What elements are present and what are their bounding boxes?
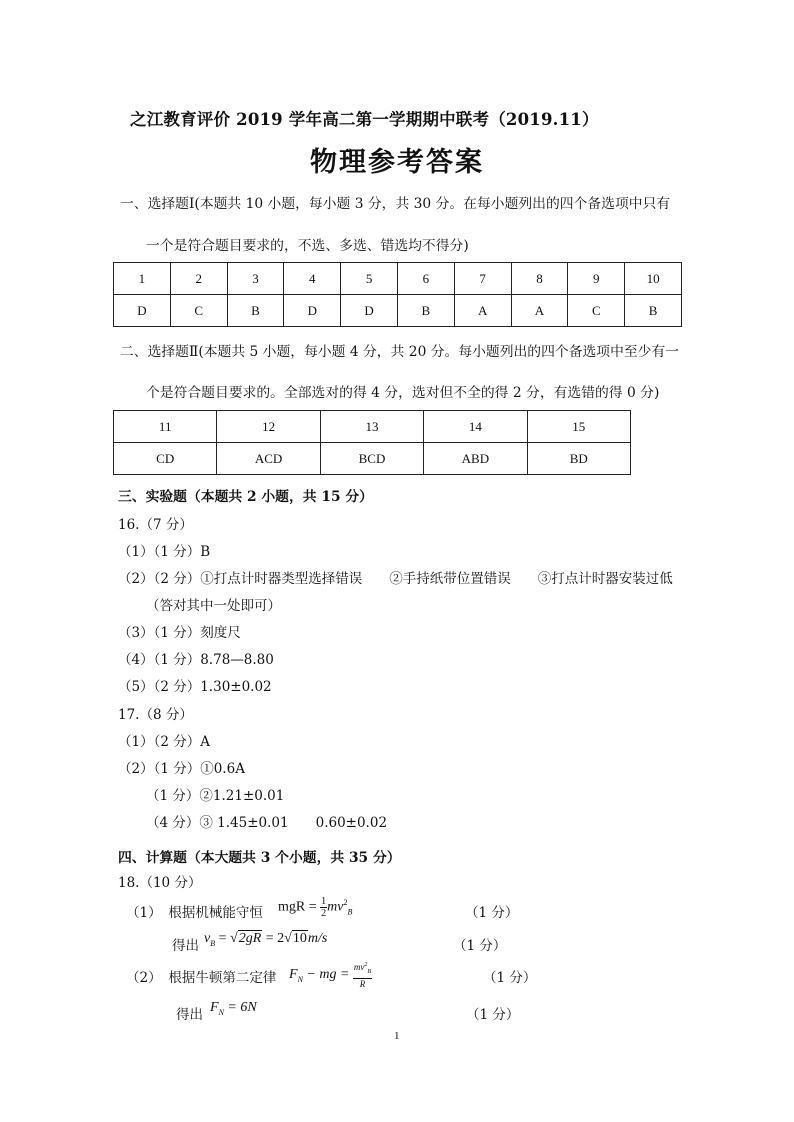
q18-step4-text: 得出 bbox=[176, 1007, 203, 1023]
q18-step1-equation: mgR = $\frac{1}{2}$ $mv^2_B$ bbox=[278, 896, 353, 919]
question-number-row bbox=[114, 263, 682, 295]
q18-step1-score: （1 分） bbox=[465, 905, 519, 921]
section1-instructions-line2: 一个是符合题目要求的，不选、多选、错选均不得分) bbox=[146, 238, 469, 254]
table-cell: BD bbox=[527, 443, 630, 475]
table-cell: C bbox=[568, 295, 625, 327]
q17-label: 17.（8 分） bbox=[118, 707, 193, 723]
table-cell: D bbox=[341, 295, 398, 327]
table-cell: 14 bbox=[424, 411, 527, 443]
q18-step4-score: （1 分） bbox=[466, 1007, 520, 1023]
q16-answer-2-note: （答对其中一处即可） bbox=[146, 598, 281, 614]
table-cell: B bbox=[227, 295, 284, 327]
section2-answer-table bbox=[113, 410, 631, 475]
table-cell: 5 bbox=[341, 263, 398, 295]
q18-step3-text: （2） 根据牛顿第二定律 bbox=[126, 970, 277, 986]
question-number-row bbox=[114, 411, 631, 443]
table-cell: 6 bbox=[397, 263, 454, 295]
unit: m/s bbox=[307, 931, 328, 946]
q16-answer-5: （5）（2 分）1.30±0.02 bbox=[118, 679, 272, 695]
table-cell: ACD bbox=[217, 443, 320, 475]
table-cell: 13 bbox=[320, 411, 423, 443]
page-title: 物理参考答案 bbox=[310, 147, 484, 178]
section1-answer-table bbox=[113, 262, 682, 327]
fraction-denominator: R bbox=[359, 978, 366, 989]
fraction-numerator: 1 bbox=[321, 896, 327, 907]
table-cell: B bbox=[397, 295, 454, 327]
equation-rhs: mv bbox=[327, 899, 344, 915]
section4-heading: 四、计算题（本大题共 3 个小题，共 35 分） bbox=[118, 850, 401, 866]
section2-instructions-line2: 个是符合题目要求的。全部选对的得 4 分，选对但不全的得 2 分，有选错的得 0 分) bbox=[146, 385, 660, 401]
q16-label: 16.（7 分） bbox=[118, 517, 193, 533]
table-cell: 10 bbox=[625, 263, 682, 295]
equation-rhs: = 6N bbox=[227, 1000, 257, 1015]
equation-mid: = 2 bbox=[265, 931, 285, 946]
equation-lhs: mgR = bbox=[278, 899, 317, 915]
table-cell: CD bbox=[114, 443, 217, 475]
table-cell: 9 bbox=[568, 263, 625, 295]
q18-step4-equation: $F_N = 6N$ bbox=[210, 1000, 257, 1017]
table-cell: ABD bbox=[424, 443, 527, 475]
q16-answer-4: （4）（1 分）8.78—8.80 bbox=[118, 652, 274, 668]
table-cell: A bbox=[454, 295, 511, 327]
q16-answer-3: （3）（1 分）刻度尺 bbox=[118, 625, 241, 641]
fraction bbox=[353, 960, 372, 990]
sqrt-term: 2gR bbox=[238, 931, 262, 946]
section2-instructions-line1: 二、选择题Ⅱ(本题共 5 小题，每小题 4 分，共 20 分。每小题列出的四个备选项中至少有一 bbox=[120, 344, 680, 360]
table-cell: 11 bbox=[114, 411, 217, 443]
q17-answer-1: （1）（2 分）A bbox=[118, 734, 210, 750]
q18-step3-equation: $F_N$ − mg = $\frac{mv^2_B}{R}$ bbox=[289, 962, 372, 989]
answer-row bbox=[114, 295, 682, 327]
fraction-denominator: 2 bbox=[321, 908, 327, 919]
table-cell: 7 bbox=[454, 263, 511, 295]
q16-answer-2: （2）（2 分）①打点计时器类型选择错误 ②手持纸带位置错误 ③打点计时器安装过低 bbox=[118, 571, 673, 587]
q18-step3-score: （1 分） bbox=[483, 970, 537, 986]
table-cell: A bbox=[511, 295, 568, 327]
fraction-numerator: $mv^2_B$ bbox=[353, 960, 372, 979]
section3-heading: 三、实验题（本题共 2 小题，共 15 分） bbox=[118, 489, 373, 505]
force-symbol: F bbox=[289, 967, 298, 983]
q18-step2-text: 得出 bbox=[172, 938, 199, 954]
q17-answer-2c: （4 分）③ 1.45±0.01 0.60±0.02 bbox=[146, 815, 388, 831]
table-cell: 4 bbox=[284, 263, 341, 295]
exam-title: 之江教育评价 2019 学年高二第一学期期中联考（2019.11） bbox=[130, 110, 599, 129]
section1-instructions-line1: 一、选择题Ⅰ(本题共 10 小题，每小题 3 分，共 30 分。在每小题列出的四个备选项中只有 bbox=[120, 196, 671, 212]
equation-mid: − mg = bbox=[306, 967, 350, 983]
q16-answer-1: （1）（1 分）B bbox=[118, 544, 211, 560]
table-cell: 15 bbox=[527, 411, 630, 443]
q18-step2-equation: $v_B = √2gR = 2√10m/s$ bbox=[204, 931, 328, 948]
force-symbol: F bbox=[210, 1000, 219, 1015]
table-cell: C bbox=[170, 295, 227, 327]
table-cell: B bbox=[625, 295, 682, 327]
page-number: 1 bbox=[394, 1030, 400, 1042]
table-cell: 2 bbox=[170, 263, 227, 295]
table-cell: 1 bbox=[114, 263, 171, 295]
table-cell: D bbox=[284, 295, 341, 327]
q18-step1-text: （1） 根据机械能守恒 bbox=[126, 905, 263, 921]
sqrt-term-2: 10 bbox=[292, 931, 307, 946]
table-cell: 8 bbox=[511, 263, 568, 295]
table-cell: BCD bbox=[320, 443, 423, 475]
q17-answer-2b: （1 分）②1.21±0.01 bbox=[146, 788, 285, 804]
table-cell: D bbox=[114, 295, 171, 327]
q18-label: 18.（10 分） bbox=[118, 875, 202, 891]
velocity-symbol: v bbox=[204, 931, 211, 946]
q17-answer-2: （2）（1 分）①0.6A bbox=[118, 761, 245, 777]
answer-row bbox=[114, 443, 631, 475]
q18-step2-score: （1 分） bbox=[453, 938, 507, 954]
table-cell: 12 bbox=[217, 411, 320, 443]
table-cell: 3 bbox=[227, 263, 284, 295]
